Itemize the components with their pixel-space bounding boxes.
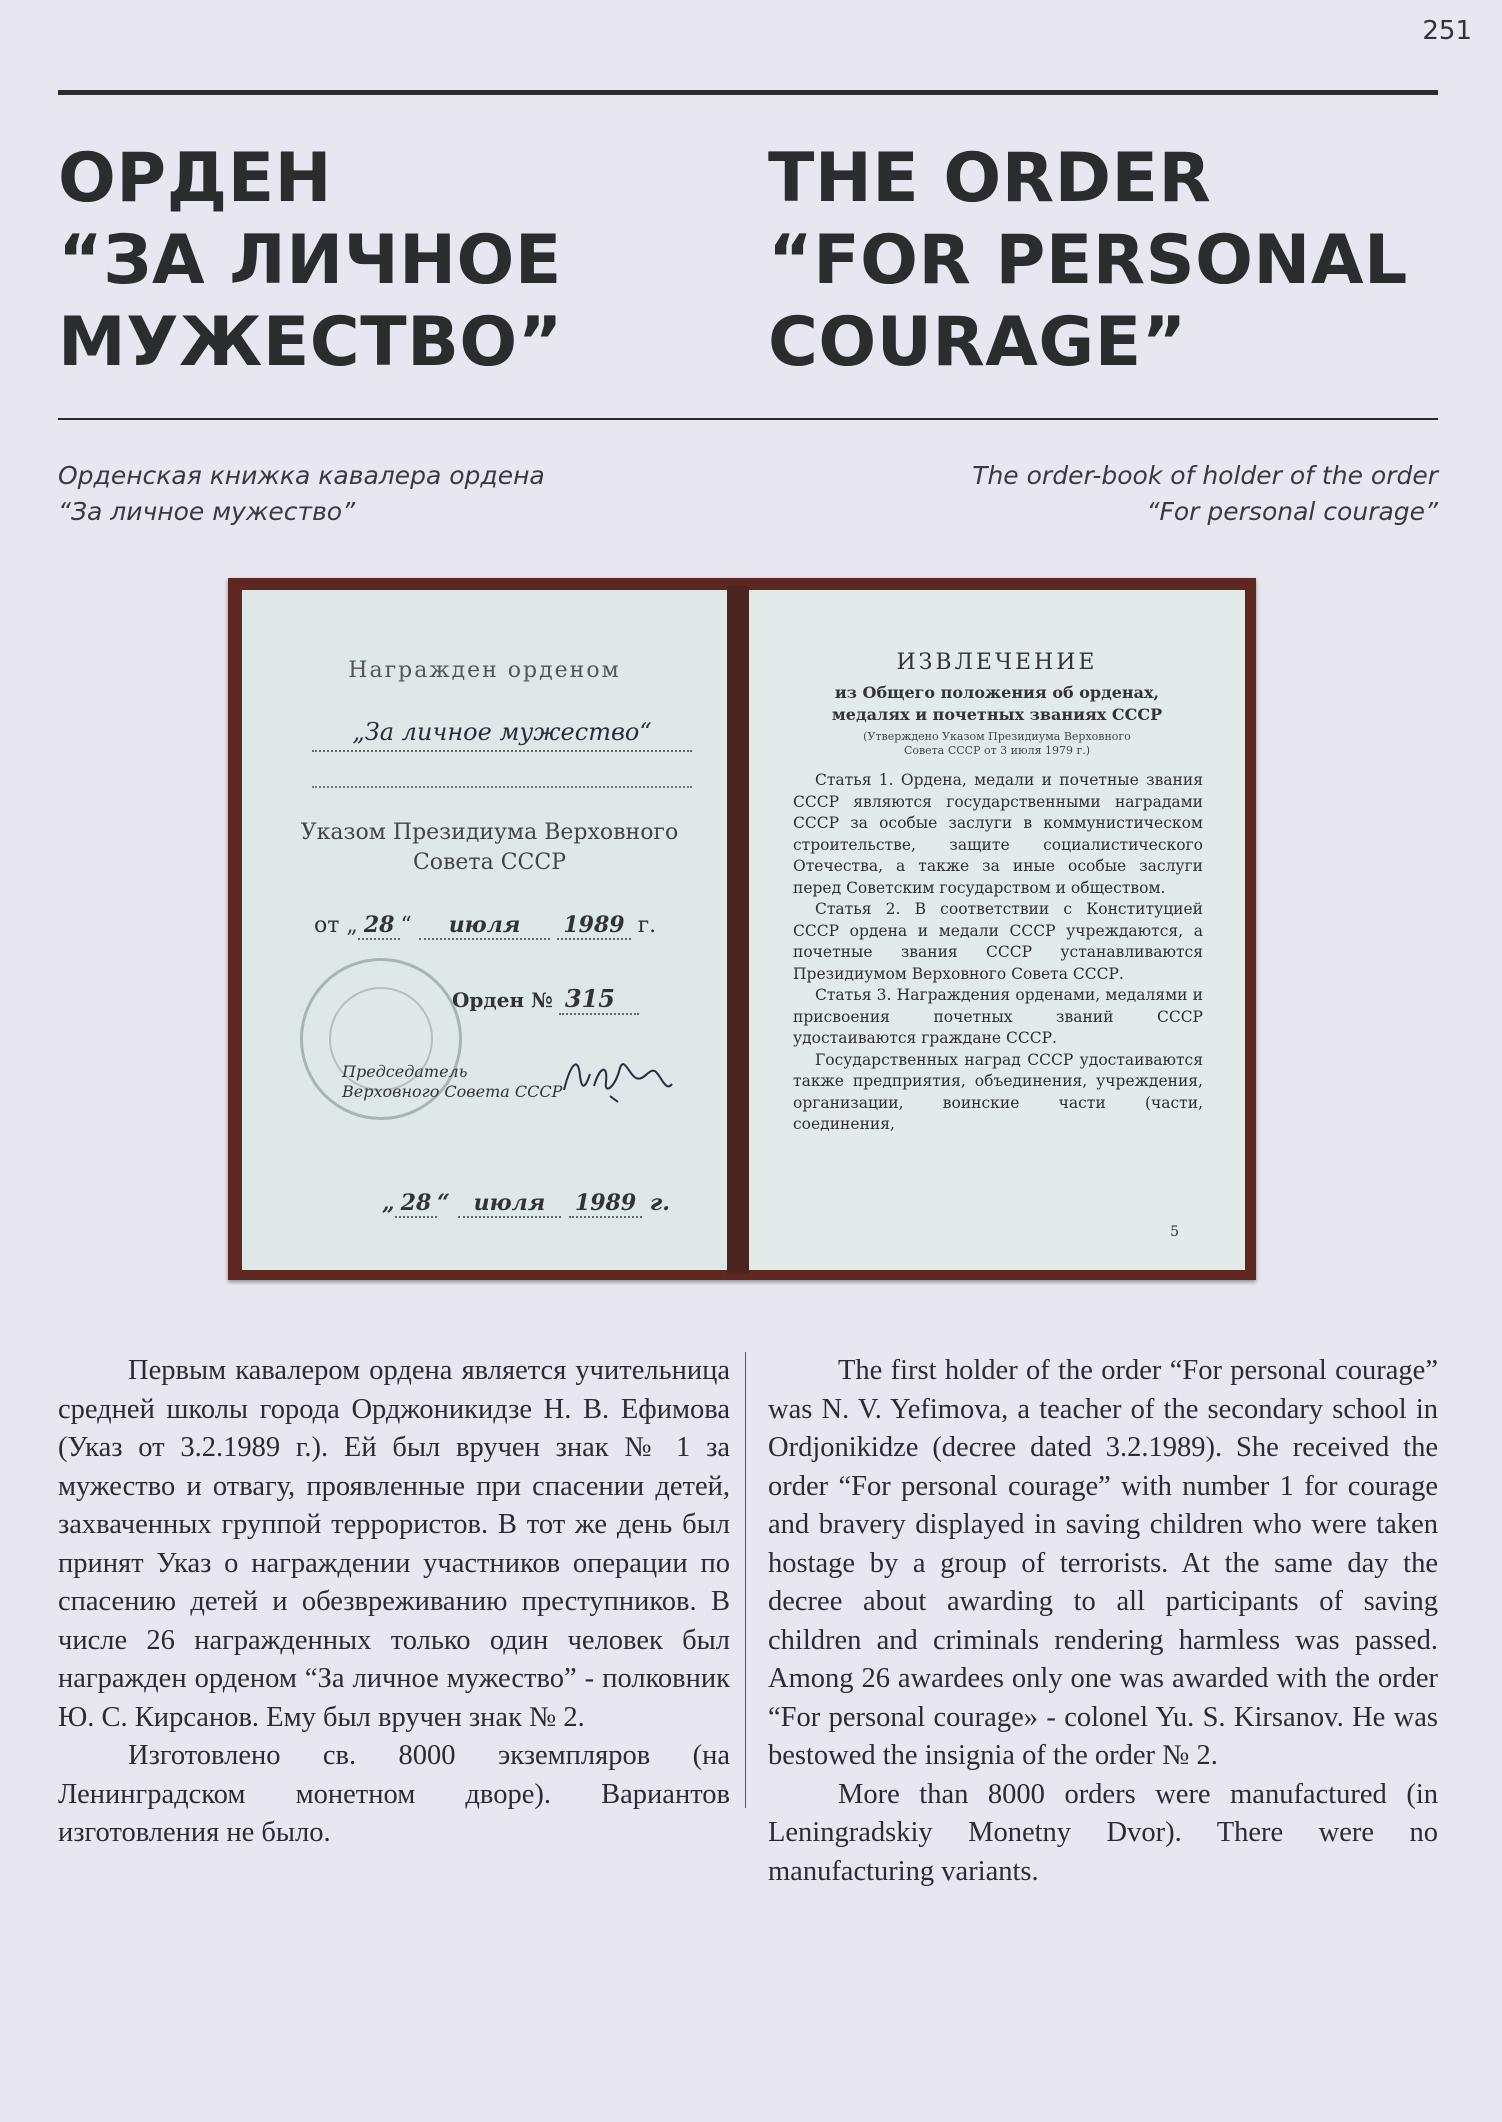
date-suffix: г.	[637, 913, 657, 938]
extract-title: ИЗВЛЕЧЕНИЕ	[896, 650, 1098, 675]
book-page-number: 5	[1170, 1224, 1179, 1240]
issue-date	[382, 1190, 670, 1216]
caption-en: The order-book of holder of the order “For personal courage”	[972, 461, 1438, 526]
signature	[560, 1046, 680, 1106]
issue-date-prefix: „	[382, 1190, 395, 1216]
decree-date	[314, 912, 714, 938]
body-text-en	[768, 1352, 1438, 1891]
issue-date-mid: “	[437, 1190, 450, 1216]
top-rule	[58, 90, 1438, 95]
body-text-ru	[58, 1352, 730, 1853]
issue-date-day: 28	[395, 1190, 438, 1218]
extract-approved-note: (Утверждено Указом Президиума Верховного Совета СССР от 3 июля 1979 г.)	[863, 730, 1131, 757]
order-book-right-page	[749, 590, 1245, 1270]
extract-article: Статья 1. Ордена, медали и почетные звания СССР являются государственными наградами СССР за особые заслуги в коммунистическом строительстве, защите социалистического Отечества, а также за иные особые заслуги перед Советским государством и обществом.	[793, 771, 1203, 897]
heading-rule	[58, 418, 1438, 420]
extract-subtitle: из Общего положения об орденах, медалях и почетных званиях СССР	[831, 683, 1163, 724]
date-prefix: от „	[314, 913, 358, 938]
extract-body	[793, 770, 1203, 1136]
order-number	[452, 984, 639, 1013]
order-name: „За личное мужество“	[312, 718, 692, 752]
date-day: 28	[358, 912, 401, 940]
body-paragraph-en: More than 8000 orders were manufactured (in Leningradskiy Monetny Dvor). There were no manufacturing variants.	[768, 1778, 1438, 1887]
decree-label: Указом Президиума Верховного Совета СССР	[300, 820, 679, 875]
book-spine	[727, 586, 749, 1274]
order-book-photo	[228, 578, 1256, 1280]
page-number: 251	[1422, 16, 1472, 46]
issue-date-suffix: г.	[649, 1190, 670, 1216]
heading-en: THE ORDER “FOR PERSONAL COURAGE”	[768, 139, 1408, 382]
issue-date-month: июля	[458, 1190, 562, 1218]
extract-article: Государственных наград СССР удостаиваются также предприятия, объединения, учреждения, организации, воинские части (части, соединения,	[793, 1050, 1203, 1133]
order-book-left-page	[242, 590, 727, 1270]
body-paragraph-en: The first holder of the order “For personal courage” was N. V. Yefimova, a teacher of the secondary school in Ordjonikidze (decree dated 3.2.1989). She received the order “For personal courage” with number 1 for courage and bravery displayed in saving children who were taken hostage by a group of terrorists. At the same day the decree about awarding to all participants of saving children and criminals rendering harmless was passed. Among 26 awardees only one was awarded with the order “For personal courage» - colonel Yu. S. Kirsanov. He was bestowed the insignia of the order № 2.	[768, 1355, 1438, 1771]
body-paragraph-ru: Первым кавалером ордена является учительница средней школы города Орджоникидзе Н. В. Ефимова (Указ от 3.2.1989 г.). Ей был вручен знак № 1 за мужество и отвагу, проявленные при спасении детей, захваченных группой террористов. В тот же день был принят Указ о награждении участников операции по спасению детей и обезвреживанию преступников. В числе 26 награжденных только один человек был награжден орденом “За личное мужество” - полковник Ю. С. Кирсанов. Ему был вручен знак № 2.	[58, 1355, 730, 1733]
heading-ru: ОРДЕН “ЗА ЛИЧНОЕ МУЖЕСТВО”	[58, 139, 563, 382]
date-mid: “	[400, 913, 412, 938]
order-number-value: 315	[559, 984, 639, 1015]
chairman-stamp: Председатель Верховного Совета СССР	[342, 1062, 563, 1101]
extract-article: Статья 2. В соответствии с Конституцией СССР ордена и медали СССР учреждаются, а почетные звания СССР устанавливаются Президиумом Верховного Совета СССР.	[793, 900, 1203, 983]
column-divider	[745, 1352, 746, 1808]
awarded-title: Награжден орденом	[348, 658, 621, 683]
blank-dotted-line	[312, 786, 692, 788]
order-number-label: Орден №	[452, 988, 553, 1012]
body-paragraph-ru: Изготовлено св. 8000 экземпляров (на Ленинградском монетном дворе). Вариантов изготовления не было.	[58, 1740, 730, 1848]
caption-ru: Орденская книжка кавалера ордена “За личное мужество”	[58, 461, 545, 526]
date-year: 1989	[557, 912, 630, 940]
extract-article: Статья 3. Награждения орденами, медалями и присвоения почетных званий СССР удостаиваются граждане СССР.	[793, 986, 1203, 1047]
date-month: июля	[419, 912, 551, 940]
issue-date-year: 1989	[569, 1190, 642, 1218]
